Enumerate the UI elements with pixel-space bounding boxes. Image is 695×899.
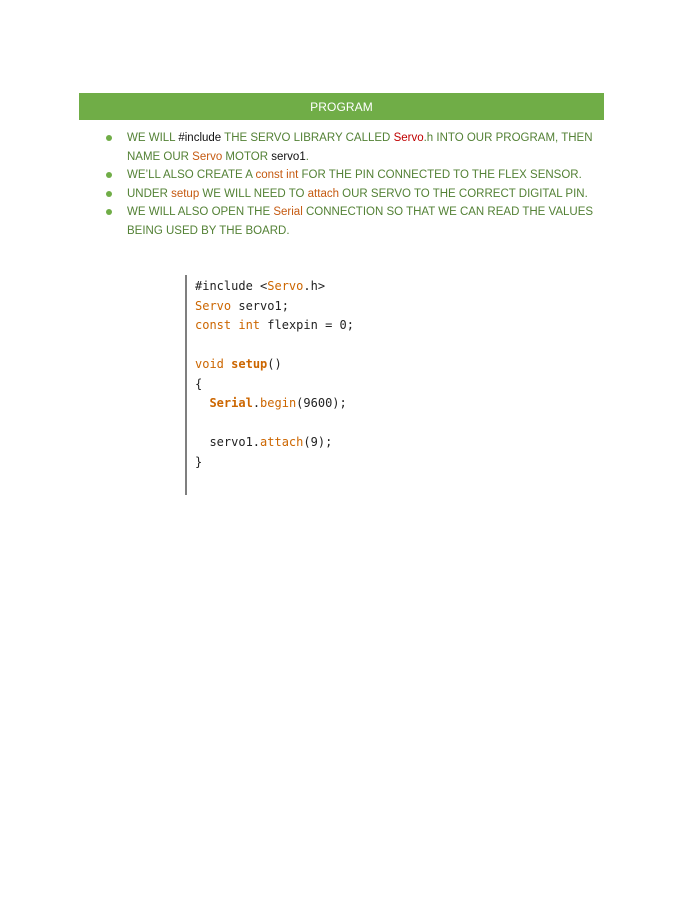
bullet-list xyxy=(104,129,604,240)
code-listing xyxy=(195,277,354,472)
list-item: WE WILL ALSO OPEN THE Serial CONNECTION SO THAT WE CAN READ THE VALUES BEING USED BY THE BOARD. xyxy=(104,203,604,240)
code-line: Servo servo1; xyxy=(195,298,289,313)
code-line: const int flexpin = 0; xyxy=(195,318,354,332)
code-line: { xyxy=(195,376,203,391)
code-line: void setup() xyxy=(195,357,282,371)
code-block xyxy=(185,275,427,495)
bullet-icon xyxy=(106,209,112,215)
code-line: } xyxy=(195,454,203,469)
code-line: #include <Servo.h> xyxy=(195,279,326,293)
bullet-icon xyxy=(106,135,112,141)
list-item: WE WILL #include THE SERVO LIBRARY CALLED Servo.h INTO OUR PROGRAM, THEN NAME OUR Servo MOTOR servo1. xyxy=(104,129,604,166)
list-item: UNDER setup WE WILL NEED TO attach OUR SERVO TO THE CORRECT DIGITAL PIN. xyxy=(104,185,604,204)
bullet-icon xyxy=(106,191,112,197)
code-line: servo1.attach(9); xyxy=(195,435,333,449)
list-item: WE’LL ALSO CREATE A const int FOR THE PIN CONNECTED TO THE FLEX SENSOR. xyxy=(104,166,604,185)
section-title: PROGRAM xyxy=(310,99,373,114)
bullet-icon xyxy=(106,172,112,178)
code-line: Serial.begin(9600); xyxy=(209,396,347,410)
section-header xyxy=(79,93,604,120)
